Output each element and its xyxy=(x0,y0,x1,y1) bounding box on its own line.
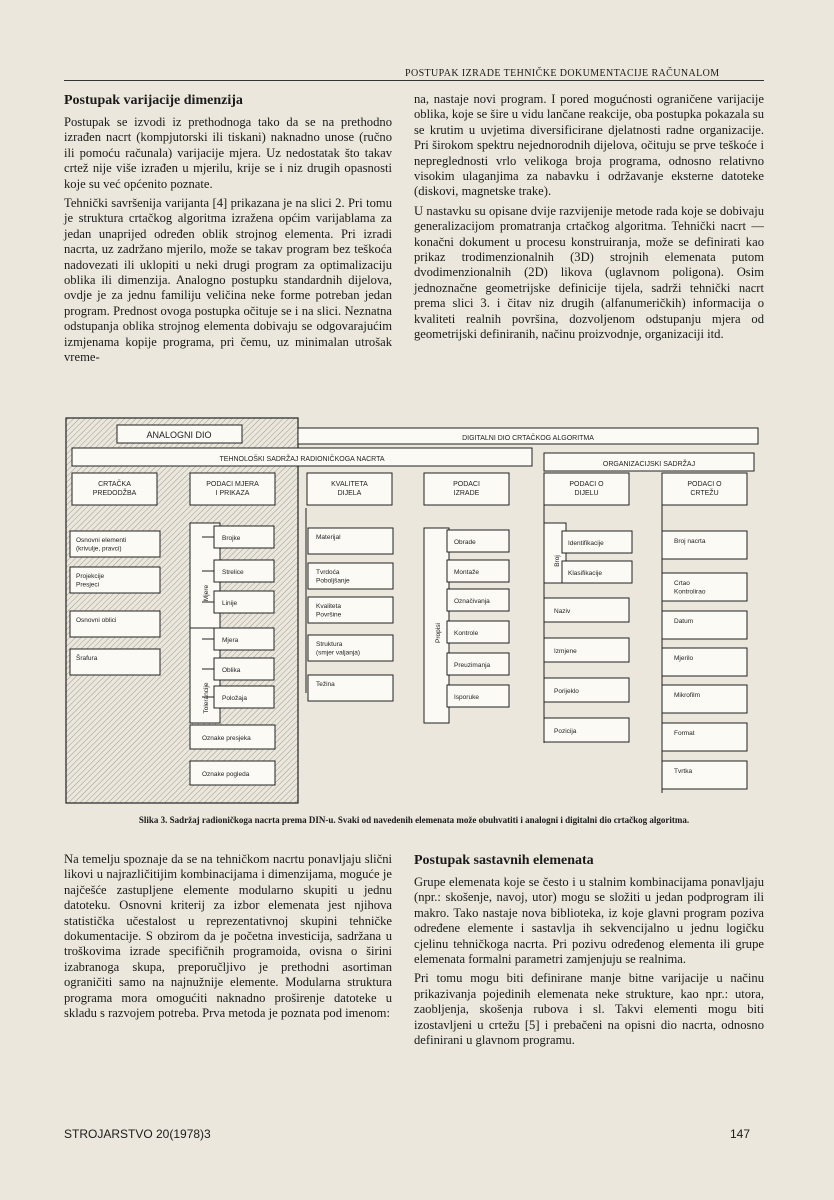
quality-item-label: Kvaliteta Površine xyxy=(316,603,342,619)
mjere-item-label: Linije xyxy=(222,600,238,607)
quality-item-box xyxy=(308,563,393,589)
paragraph: U nastavku su opisane dvije razvijenije metode rada koje se dobivaju generalizacijom promatranja crtačkog algoritma. Tehnički nacrt — konačni dokument u procesu konstruiranja, može se definirati kao prikaz trodimenzionalnih (3D) strojnih elemenata putom dvodimenzionalnih (2D) likova (uglavnom poligona). Osim jednoznačne geometrijske definicije tijela, sadrži tehnički nacrt prema slici 3. i čitav niz drugih (alfanumeričkih) informacija o kvaliteti realnih površina, dozvoljenom odstupanju mjera od geometrijski definiranih, načinu proizvodnje, organizaciji itd. xyxy=(414,203,764,342)
marking-item-label: Oznake pogleda xyxy=(202,771,250,778)
quality-item-box xyxy=(308,597,393,623)
drawing-data-item-box xyxy=(662,648,747,676)
quality-item-box xyxy=(308,528,393,554)
section-heading-components: Postupak sastavnih elemenata xyxy=(414,853,594,868)
drawing-data-item-box xyxy=(662,573,747,601)
mjere-item-label: Strelice xyxy=(222,569,244,576)
tolerance-label: Tolerancije xyxy=(203,682,210,714)
drawing-item-label: Osnovni elementi (krivulje, pravci) xyxy=(76,537,127,553)
quality-item-box xyxy=(308,635,393,661)
right-top-column xyxy=(414,92,764,347)
section-heading-variation: Postupak varijacije dimenzija xyxy=(64,93,243,108)
diagram xyxy=(62,413,762,813)
mjere-label: Mjere xyxy=(203,584,210,602)
col-header-drawing xyxy=(72,473,157,505)
part-data-item-label: Izmjene xyxy=(554,648,577,655)
page-number: 147 xyxy=(730,1127,751,1141)
tolerance-item-label: Mjera xyxy=(222,637,239,644)
col-header-drawing-label: CRTAČKA PREDODŽBA xyxy=(92,481,137,497)
col-header-dimensions xyxy=(190,473,275,505)
figure-drawing-content xyxy=(62,413,762,813)
drawing-data-item-box xyxy=(662,723,747,751)
quality-item-label: Težina xyxy=(316,681,335,688)
paragraph: Pri tomu mogu biti definirane manje bitne varijacije u načinu prikazivanja pojedinih elemenata neke strukture, kao npr.: utora, zaobljenja, skošenja rubova i sl. Takvi elementi mogu biti izostavljeni u crtežu [5] i prebačeni na opisni dio nacrta, odnosno definirani u glavnom programu. xyxy=(414,971,764,1048)
quality-item-label: Struktura (smjer valjanja) xyxy=(316,641,361,657)
regulations-label: Propisi xyxy=(435,623,442,643)
quality-item-label: Materijal xyxy=(316,534,341,541)
part-data-item-label: Pozicija xyxy=(554,728,577,735)
number-item-label: Identifikacije xyxy=(568,540,604,547)
drawing-item-box xyxy=(70,649,160,675)
paragraph: Postupak se izvodi iz prethodnoga tako da se na prethodno izrađen nacrt (kompjutorski ili tiskani) naknadno unose (ručno ili pomoću računala) varijacije mjera. Uz nedostatak što takav crtež nije više izrađen u mjerilu, krije se i niz drugih opasnosti koje su već općenito poznate. xyxy=(64,115,392,191)
drawing-data-item-box xyxy=(662,761,747,789)
drawing-data-item-box xyxy=(662,685,747,713)
figure-caption: Slika 3. Sadržaj radioničkoga nacrta prema DIN-u. Svaki od navedenih elemenata može obuhvatiti i analogni i digitalni dio crtačkog algoritma. xyxy=(138,815,690,825)
col-header-quality xyxy=(307,473,392,505)
paragraph: na, nastaje novi program. I pored mogućnosti ograničene varijacije oblika, koje se šire u vidu lančane reakcije, oba postupka pokazala su se krutim u uvjetima diversificirane djelatnosti radne organizacije. Pri širokom spektru nejednorodnih dijelova, očituju se prve teškoće i nepreglednosti vrlo velikoga broja programa, odnosno relativno visokim ulaganjima za nabavku i održavanje eksterne datoteke (diskovi, magnetske trake). xyxy=(414,92,764,199)
drawing-data-item-label: Mjerilo xyxy=(674,655,694,662)
quality-item-box xyxy=(308,675,393,701)
drawing-item-label: Osnovni oblici xyxy=(76,617,117,624)
part-data-item-label: Porijeklo xyxy=(554,688,579,695)
marking-item-label: Oznake presjeka xyxy=(202,735,251,742)
col-header-drawing-data xyxy=(662,473,747,505)
drawing-data-item-label: Broj nacrta xyxy=(674,538,706,545)
header-rule xyxy=(64,80,764,81)
drawing-item-box xyxy=(70,611,160,637)
paragraph: Tehnički savršenija varijanta [4] prikazana je na slici 2. Pri tomu je struktura crtačkog algoritma izražena općim varijablama za jedan unaprijed određen oblik strojnog elementa. Pri izradi nacrta, uz zadržano mjerilo, može se takav program bez teškoća nadovezati ili uklopiti u neki drugi program za optimalizaciju oblika ili dimenzija. Analogno postupku standardnih dijelova, ovdje je za jednu familiju veličina neke forme potreban jedan program. Prednost ovoga postupka očituje se i na slici. Neznatna odstupanja oblika strojnog elementa dobivaju se odgovarajućim izmjenama kopije programa, pri čemu, uz minimalan utrošak vreme- xyxy=(64,196,392,365)
production-item-label: Kontrole xyxy=(454,630,479,637)
mjere-item-label: Brojke xyxy=(222,535,241,542)
production-item-label: Označivanja xyxy=(454,598,490,605)
tolerance-item-label: Oblika xyxy=(222,667,241,674)
drawing-item-label: Projekcije Presjeci xyxy=(76,573,105,589)
production-item-label: Obrade xyxy=(454,539,476,546)
col-header-dimensions-label: PODACI MJERA I PRIKAZA xyxy=(206,481,259,497)
drawing-item-box xyxy=(70,567,160,593)
drawing-item-label: Šrafura xyxy=(76,655,98,662)
running-header: POSTUPAK IZRADE TEHNIČKE DOKUMENTACIJE RAČUNALOM xyxy=(405,68,720,79)
analog-part-title: ANALOGNI DIO xyxy=(146,430,212,440)
journal-footer: STROJARSTVO 20(1978)3 xyxy=(64,1127,211,1141)
col-header-quality-label: KVALITETA DIJELA xyxy=(331,481,368,497)
drawing-data-item-label: Format xyxy=(674,730,695,737)
production-item-label: Preuzimanja xyxy=(454,662,491,669)
number-label: Broj xyxy=(554,555,561,567)
quality-item-label: Tvrdoća Poboljšanje xyxy=(316,569,350,585)
paragraph: Na temelju spoznaje da se na tehničkom nacrtu ponavljaju slični likovi u najrazličitijim kombinacijama i dimenzijama, moguće je najčešće zastupljene elemente modularno skupiti u jednu datoteku. Osnovni kriterij za izbor elemenata jest njihova statistička učestalost u reprezentativnoj skupini tehničke dokumentacije. S obzirom da je početna investicija, sadržana u troškovima izrade specifičnih programoida, ovisna o širini izabranoga skupa, preporučljivo je prethodni asortiman ograničiti samo na najnužnije elemente. Modularna struktura programa mora omogućiti naknadno proširenje datoteke u skladu s razvojem potreba. Prva metoda je poznata pod imenom: xyxy=(64,852,392,1021)
col-header-production-label: PODACI IZRADE xyxy=(453,481,480,497)
drawing-data-item-label: Mikrofilm xyxy=(674,692,700,699)
drawing-item-box xyxy=(70,531,160,557)
part-data-item-label: Naziv xyxy=(554,608,571,615)
col-header-drawing-data-label: PODACI O CRTEŽU xyxy=(687,481,722,497)
tolerance-item-label: Položaja xyxy=(222,695,247,702)
org-content-title: ORGANIZACIJSKI SADRŽAJ xyxy=(602,461,696,468)
drawing-data-item-box xyxy=(662,531,747,559)
tech-content-title: TEHNOLOŠKI SADRŽAJ RADIONIČKOGA NACRTA xyxy=(219,456,385,463)
digital-part-title: DIGITALNI DIO CRTAČKOG ALGORITMA xyxy=(462,435,594,442)
col-header-part-data-label: PODACI O DIJELU xyxy=(569,481,604,497)
drawing-data-item-label: Datum xyxy=(674,618,694,625)
number-item-label: Klasifikacije xyxy=(568,570,602,577)
right-bottom-column xyxy=(414,852,764,1052)
drawing-data-item-box xyxy=(662,611,747,639)
production-item-label: Montaže xyxy=(454,569,479,576)
drawing-data-item-label: Crtao Kontrolirao xyxy=(674,580,706,596)
drawing-data-item-label: Tvrtka xyxy=(674,768,693,775)
paragraph: Grupe elemenata koje se često i u stalnim kombinacijama ponavljaju (npr.: skošenje, navoj, utor) mogu se složiti u jedan podprogram ili makro. Tako nastaje nova biblioteka, iz koje glavni program poziva određene elemente i sastavlja ih sekvencijalno u jednu logičku cjelinu tehničkoga nacrta. Pri pozivu određenog elementa ili grupe elemenata formalni parametri zamjenjuju se realnima. xyxy=(414,875,764,967)
left-bottom-column xyxy=(64,852,392,1025)
left-top-column xyxy=(64,92,392,370)
col-header-production xyxy=(424,473,509,505)
col-header-part-data xyxy=(544,473,629,505)
production-item-label: Isporuke xyxy=(454,694,479,701)
